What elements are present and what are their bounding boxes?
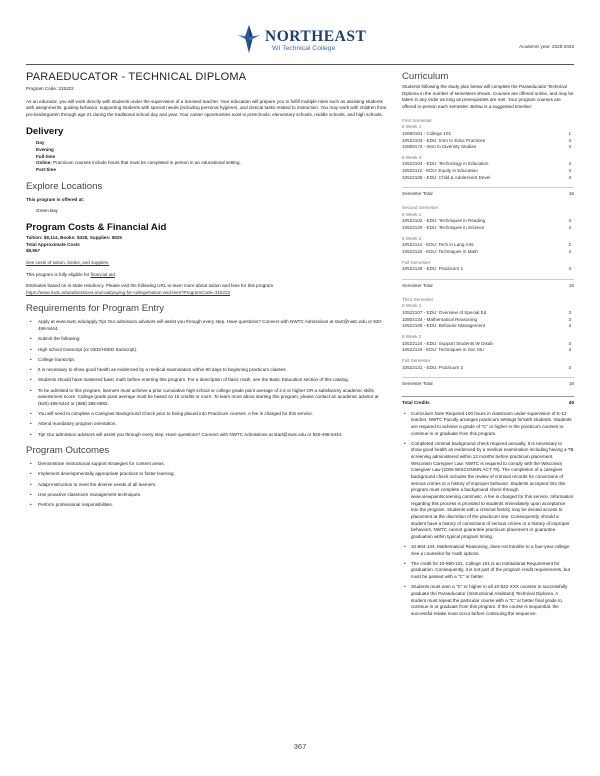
- semester-group-label: 8 Week 2: [402, 333, 422, 339]
- course-title: 10522112 - EDU: Equity in Education: [402, 168, 478, 174]
- list-item: • Submit the following:: [26, 336, 388, 343]
- page-number: 367: [293, 742, 307, 751]
- course-title: 10522131 - EDU: Practicum 2: [402, 364, 464, 370]
- brand-subtitle: WI Technical College: [272, 45, 336, 52]
- list-item: • Apply at www.nwtc.edu/apply Tip! Our admission advisors will assist you through every step. Have questions? Connect with NWTC Admissions at start@nwtc.edu or 920-498-5444.: [26, 319, 388, 332]
- requirements-list: [26, 319, 388, 438]
- campus-name: Green Bay: [36, 208, 58, 214]
- course-row: [402, 131, 574, 138]
- course-credits: 3: [568, 323, 571, 329]
- course-credits: 3: [568, 266, 571, 272]
- course-credits: 3: [568, 225, 571, 231]
- course-credits: 3: [568, 347, 571, 353]
- list-item: • Demonstrate instructional support strategies for content areas.: [26, 461, 388, 468]
- list-item: • College transcript.: [26, 357, 388, 364]
- semester-group-label: 8 Week 1: [402, 124, 422, 130]
- course-title: 10522119 - EDU: Techniques in Soc Stu: [402, 347, 484, 353]
- course-title: 10522129 - EDU: Practicum 1: [402, 266, 464, 272]
- course-title: 10522103 - EDU: Intro to Educ Practices: [402, 137, 485, 143]
- outcomes-heading: Program Outcomes: [26, 445, 110, 457]
- financial-aid-link[interactable]: financial aid: [90, 271, 115, 277]
- header-divider: [26, 64, 574, 65]
- see-costs-link[interactable]: See costs of tuition, books, and supplies.: [26, 259, 110, 265]
- course-title: 10522124 - EDU: Support Students W Disab: [402, 340, 493, 346]
- course-title: 10522104 - EDU: Technology in Education: [402, 161, 489, 167]
- semester-block: [402, 297, 574, 388]
- delivery-item: Part-time: [36, 167, 56, 173]
- online-label: Online:: [36, 160, 52, 166]
- semester-total-label: Semester Total: [402, 283, 433, 288]
- course-credits: 3: [568, 161, 571, 167]
- semester-total-value: 16: [568, 191, 574, 197]
- semester-total-value: 18: [568, 381, 574, 387]
- semester-group-label: Full Semester: [402, 357, 431, 363]
- semester-total: [402, 377, 574, 388]
- course-row: [402, 225, 574, 232]
- course-row: [402, 218, 574, 225]
- course-row: [402, 249, 574, 256]
- requirements-heading: Requirements for Program Entry: [26, 303, 165, 315]
- total-credits: [402, 396, 574, 407]
- semester-group-label: 8 Week 2: [402, 154, 422, 160]
- course-credits: 1: [568, 130, 571, 136]
- delivery-item: Evening: [36, 147, 54, 153]
- course-title: 10522105 - EDU: Behavior Management: [402, 323, 485, 329]
- course-title: 10522120 - EDU: Techniques in Science: [402, 225, 485, 231]
- list-item: • Perform professional responsibilities.: [26, 502, 388, 509]
- locations-heading: Explore Locations: [26, 180, 103, 192]
- list-item: • Completed criminal background check required annually. It is necessary to show good health as evidenced by a medical examination including having a TB screening administered within 12 months before practicum placement. Wisconsin Caregiver Law: NWTC is required to comply with the Wisconsin Caregiver Law (2009 WISCONSIN ACT 76). The completion of a caregiver background check includes the review of criminal records for convictions of serious crimes or a history of improper behavior. Students accepted into this program must complete a background check through www.viewpointscreening.com/nwtc. A fee is charged for this service. Information regarding this process is provided to students immediately upon acceptance into the program. Students with a criminal history may be denied access to placement at the discretion of the practicum site. Consequently, should a student have a history of convictions of serious crimes or a history of improper behaviors, NWTC cannot guarantee practicum placement or guarantee graduation within typical program timing.: [402, 441, 574, 541]
- semester-group-label: 8 Week 1: [402, 211, 422, 217]
- delivery-online: [26, 160, 388, 167]
- list-item: • Attend mandatory program orientation.: [26, 421, 388, 428]
- program-intro: As an educator, you will work directly with students under the supervision of a licensed teacher. Your education will prepare you to fulfill multiple roles such as assisting students with assignments, guiding behavior, supporting students with special needs (including personal hygiene), and clerical tasks related to instruction. You may work with children from pre-kindergarten through age 21 during the traditional school day and year. Your career opportunities exist in preschools, elementary schools, middle schools, and high schools.: [26, 98, 387, 117]
- fa-prefix: This program is fully eligible for: [26, 271, 91, 277]
- course-credits: 3: [568, 309, 571, 315]
- course-title: 10890101 - College 101: [402, 130, 452, 136]
- list-item: • To be admitted to this program, learners must achieve a prior cumulative high school or college grade point average of 2.6 or higher OR a satisfactory academic skills assessment score. College grade point average must be based on 15 credits or more. To learn more about starting this program, please contact an academic advisor at (920) 498-5444 or (888) 385-6982.: [26, 388, 388, 408]
- costs-heading: Program Costs & Financial Aid: [26, 221, 167, 233]
- course-row: [402, 168, 574, 175]
- list-item: • Use proactive classroom management techniques.: [26, 492, 388, 499]
- list-item: • Curriculum Note Required 100 hours in classroom under supervision of K-12 teacher. NWTC Faculty arranges practicum settings for/with students. Students are required to achieve a grade of "C" or higher in the practicum courses to continue in or graduate from this program.: [402, 411, 574, 438]
- course-row: [402, 138, 574, 145]
- college-logo: [236, 24, 366, 58]
- delivery-heading: Delivery: [26, 125, 64, 137]
- curriculum-heading: Curriculum: [402, 71, 449, 82]
- course-row: [402, 365, 574, 372]
- semester-name: Second Semester: [402, 205, 439, 211]
- course-row: [402, 323, 574, 330]
- right-column: [402, 70, 574, 621]
- course-row: [402, 317, 574, 324]
- semester-total: [402, 187, 574, 198]
- total-cost-label: Total Approximate Costs: [26, 241, 80, 247]
- list-item: • Students should have mastered basic math before entering this program. For a description of basic math, see the Basic Education section of this catalog.: [26, 377, 388, 384]
- list-item: • Adapt instruction to meet the diverse needs of all learners.: [26, 482, 388, 489]
- course-credits: 3: [568, 249, 571, 255]
- fa-suffix: .: [114, 271, 117, 277]
- list-item: • You will need to complete a Caregiver Background Check prior to being placed into Practicum courses. A fee is charged for this service.: [26, 411, 388, 418]
- semester-name: Third Semester: [402, 296, 434, 302]
- course-title: 10804134 - Mathematical Reasoning: [402, 316, 478, 322]
- course-credits: 3: [568, 137, 571, 143]
- tuition-line: Tuition: $8,114, Books: $328, Supplies: $525: [26, 234, 122, 240]
- course-credits: 3: [568, 340, 571, 346]
- course-row: [402, 175, 574, 182]
- online-text: Practicum courses include hours that must be completed in person in an educational setting.: [51, 160, 241, 166]
- total-credits-label: Total Credits: [402, 399, 430, 405]
- program-code: Program Code: 315222: [26, 85, 74, 91]
- delivery-item: Full-time: [36, 153, 56, 159]
- course-row: [402, 242, 574, 249]
- semester-total-value: 15: [568, 283, 574, 288]
- financial-aid-line: [26, 272, 388, 279]
- course-title: 10522114 - EDU: Tech in Lang Arts: [402, 242, 474, 248]
- semester-group-label: Full Semester: [402, 259, 431, 265]
- estimates-text: Estimates based on in-state residency. Please visit the following URL to learn more about tuition and fees for this program.: [26, 283, 275, 289]
- delivery-item: Day: [36, 140, 45, 146]
- course-credits: 3: [568, 218, 571, 224]
- course-credits: 3: [568, 144, 571, 150]
- course-row: [402, 347, 574, 354]
- course-credits: 3: [568, 168, 571, 174]
- list-item: • It is necessary to show good health as evidenced by a medical examination within 90 days to beginning practicum classes.: [26, 367, 388, 374]
- tuition-url-link[interactable]: https://www.nwtc.edu/admissions-and-aid/paying-for-college/tuition-and-fees?ProgramCode=315222: [26, 289, 231, 295]
- curriculum-notes: [402, 411, 574, 618]
- list-item: • 10-804-134, Mathematical Reasoning, does not transfer to a four-year college. See a counselor for math options.: [402, 544, 574, 557]
- course-row: [402, 161, 574, 168]
- semester-total-label: Semester Total: [402, 381, 433, 387]
- compass-icon: [236, 24, 262, 54]
- semester-block: [402, 118, 574, 199]
- course-row: [402, 341, 574, 348]
- semester-group-label: 8 Week 1: [402, 303, 422, 309]
- course-row: [402, 310, 574, 317]
- course-credits: 3: [568, 174, 571, 180]
- course-row: [402, 266, 574, 273]
- semester-total-label: Semester Total: [402, 191, 433, 197]
- list-item: • Students must earn a "C" or higher in all 10-522-XXX courses to successfully graduate the Paraeducator (Instructional Assistant) Technical Diploma. A student must repeat the particular course with a "C" or better final grade to continue in or graduate from this program. If the course is sequential, the successful retake must occur before continuing the sequence.: [402, 584, 574, 617]
- list-item: • Tip! Our admission advisors will assist you through every step. Have questions? Connect with NWTC Admissions at start@nwtc.edu or 920-498-5444.: [26, 432, 388, 439]
- left-column: [26, 70, 388, 512]
- academic-year: Academic year: 2025-2026: [519, 44, 574, 49]
- list-item: • High school transcript (or GED/HSED transcript).: [26, 347, 388, 354]
- course-credits: 3: [568, 316, 571, 322]
- list-item: • The credit for 10-890-101, College 101 is an Institutional Requirement for graduation. Consequently, it is not part of the program credit requirements, but must be passed with a "C" or better.: [402, 561, 574, 581]
- course-title: 10522118 - EDU: Techniques in Math: [402, 249, 478, 255]
- course-credits: 3: [568, 364, 571, 370]
- brand-name: NORTHEAST: [265, 28, 367, 45]
- course-title: 10522102 - EDU: Techniques in Reading: [402, 218, 486, 224]
- offered-at: This program is offered at:: [26, 196, 85, 202]
- page-title: PARAEDUCATOR - TECHNICAL DIPLOMA: [26, 71, 247, 83]
- total-credits-value: 49: [568, 399, 574, 405]
- semester-name: First Semester: [402, 117, 432, 123]
- outcomes-list: [26, 461, 388, 509]
- course-title: 10522106 - EDU: Child & Adolescent Devel: [402, 174, 491, 180]
- course-credits: 2: [568, 242, 571, 248]
- total-cost-value: $8,967: [26, 248, 41, 254]
- course-title: 10809172 - Intro to Diversity Studies: [402, 144, 477, 150]
- curriculum-intro: Students following the study plan below will complete the Paraeducator Technical Diploma in the number of semesters shown. Courses are offered online, and may be taken in any order as long as prerequisites are met. Your program courses are offered in-person each semester. Below is a suggested timeline:: [402, 83, 574, 109]
- course-row: [402, 144, 574, 151]
- semester-group-label: 8 Week 2: [402, 235, 422, 241]
- list-item: • Implement developmentally appropriate practices to foster learning.: [26, 471, 388, 478]
- semester-total: [402, 279, 574, 290]
- semester-block: [402, 205, 574, 290]
- course-title: 10522107 - EDU: Overview of Special Ed: [402, 309, 487, 315]
